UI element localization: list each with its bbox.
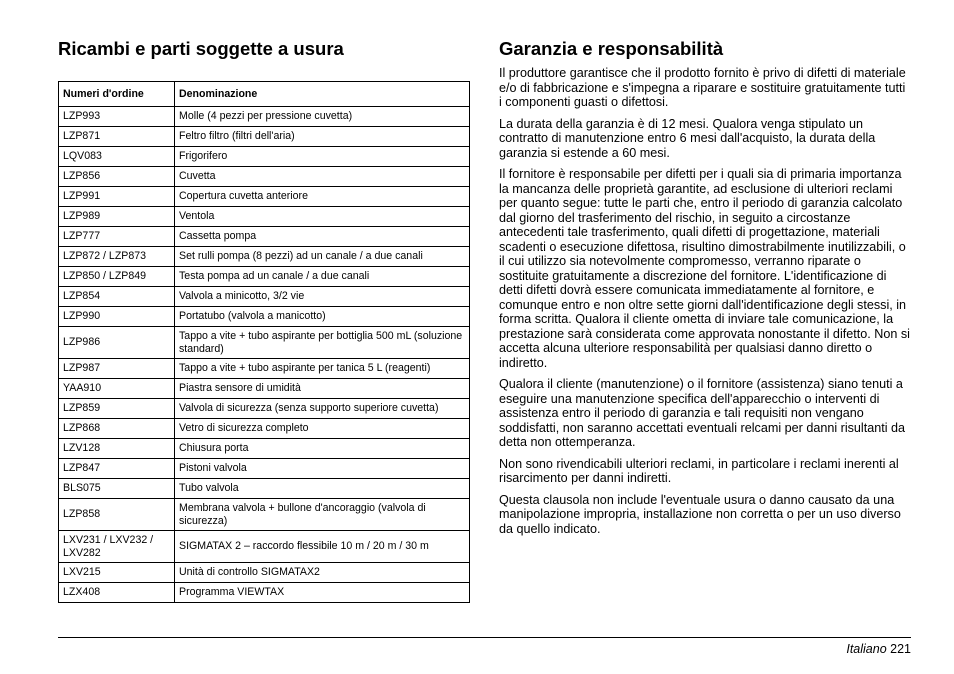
table-row <box>59 479 470 499</box>
header-description: Denominazione <box>175 82 470 107</box>
table-row <box>59 583 470 603</box>
order-number-cell: LZP850 / LZP849 <box>59 267 175 287</box>
description-cell: Membrana valvola + bullone d'ancoraggio (valvola di sicurezza) <box>175 499 470 531</box>
description-cell: Feltro filtro (filtri dell'aria) <box>175 127 470 147</box>
table-row <box>59 167 470 187</box>
description-cell: SIGMATAX 2 – raccordo flessibile 10 m / 20 m / 30 m <box>175 531 470 563</box>
description-cell: Pistoni valvola <box>175 459 470 479</box>
order-number-cell: LZP990 <box>59 307 175 327</box>
description-cell: Portatubo (valvola a manicotto) <box>175 307 470 327</box>
description-cell: Piastra sensore di umidità <box>175 379 470 399</box>
page-footer <box>846 642 911 656</box>
warranty-paragraph: Il fornitore è responsabile per difetti per i quali sia di primaria importanza la mancanza delle proprietà garantite, ad esclusione di ulteriori reclami per quanto segue: tutte le parti che, entro il periodo di garanzia calcolato dal giorno del trasferimento del rischio, in seguito a circostanze antecedenti tale trasferimento, quali difetti di progettazione, materiali scadenti o esecuzione difettosa, risultino dimostrabilmente inutilizzabili, o il cui utilizzo sia notevolmente compromesso, verranno riparate o sostituite gratuitamente a discrezione del fornitore. L'identificazione di detti difetti dovrà essere comunicata immediatamente al fornitore, e comunque entro e non oltre sette giorni dall'identificazione degli stessi, in forma scritta. Qualora il cliente ometta di inviare tale comunicazione, la prestazione sarà considerata come approvata nonostante il difetto. Non si accetta alcuna ulteriore responsabilità per qualsiasi danno diretto o indiretto. <box>499 167 910 370</box>
table-row <box>59 227 470 247</box>
description-cell: Chiusura porta <box>175 439 470 459</box>
parts-table <box>58 81 470 603</box>
table-row <box>59 563 470 583</box>
table-row <box>59 459 470 479</box>
table-row <box>59 127 470 147</box>
order-number-cell: LZX408 <box>59 583 175 603</box>
header-order-number: Numeri d'ordine <box>59 82 175 107</box>
parts-section-title: Ricambi e parti soggette a usura <box>58 38 344 59</box>
table-row <box>59 327 470 359</box>
order-number-cell: LZP991 <box>59 187 175 207</box>
table-row <box>59 287 470 307</box>
order-number-cell: LZP872 / LZP873 <box>59 247 175 267</box>
order-number-cell: YAA910 <box>59 379 175 399</box>
table-row <box>59 531 470 563</box>
description-cell: Cassetta pompa <box>175 227 470 247</box>
order-number-cell: LQV083 <box>59 147 175 167</box>
warranty-text <box>499 66 911 536</box>
description-cell: Vetro di sicurezza completo <box>175 419 470 439</box>
description-cell: Tappo a vite + tubo aspirante per bottiglia 500 mL (soluzione standard) <box>175 327 470 359</box>
order-number-cell: LZP847 <box>59 459 175 479</box>
description-cell: Molle (4 pezzi per pressione cuvetta) <box>175 107 470 127</box>
left-column <box>58 38 470 603</box>
order-number-cell: LZP777 <box>59 227 175 247</box>
table-row <box>59 187 470 207</box>
description-cell: Cuvetta <box>175 167 470 187</box>
footer-language: Italiano <box>846 642 887 656</box>
description-cell: Ventola <box>175 207 470 227</box>
description-cell: Valvola a minicotto, 3/2 vie <box>175 287 470 307</box>
warranty-paragraph: Il produttore garantisce che il prodotto fornito è privo di difetti di materiale e/o di fabbricazione e s'impegna a riparare e sostituire gratuitamente tutti i componenti guasti o difettosi. <box>499 66 906 109</box>
table-row <box>59 107 470 127</box>
right-column <box>499 38 911 543</box>
description-cell: Copertura cuvetta anteriore <box>175 187 470 207</box>
description-cell: Valvola di sicurezza (senza supporto superiore cuvetta) <box>175 399 470 419</box>
warranty-paragraph: Questa clausola non include l'eventuale usura o danno causato da una manipolazione impropria, installazione non corretta o per un uso diverso da quello indicato. <box>499 492 901 536</box>
warranty-paragraph: Non sono rivendicabili ulteriori reclami, in particolare i reclami inerenti al risarcimento per danni indiretti. <box>499 456 899 485</box>
order-number-cell: LXV215 <box>59 563 175 583</box>
table-row <box>59 419 470 439</box>
table-row <box>59 207 470 227</box>
order-number-cell: BLS075 <box>59 479 175 499</box>
table-row <box>59 439 470 459</box>
order-number-cell: LZP987 <box>59 359 175 379</box>
order-number-cell: LZP986 <box>59 327 175 359</box>
table-row <box>59 267 470 287</box>
warranty-paragraph: Qualora il cliente (manutenzione) o il fornitore (assistenza) siano tenuti a eseguire una manutenzione specifica dell'apparecchio o interventi di assistenza entro il periodo di garanzia e tali requisiti non vengano soddisfatti, non saranno accettati eventuali relcami per danni risultanti da detta non ottemperanza. <box>499 377 906 449</box>
description-cell: Programma VIEWTAX <box>175 583 470 603</box>
description-cell: Frigorifero <box>175 147 470 167</box>
table-row <box>59 147 470 167</box>
order-number-cell: LZP868 <box>59 419 175 439</box>
order-number-cell: LZV128 <box>59 439 175 459</box>
footer-divider <box>58 637 911 638</box>
description-cell: Tubo valvola <box>175 479 470 499</box>
table-row <box>59 247 470 267</box>
warranty-section-title: Garanzia e responsabilità <box>499 38 724 59</box>
table-header-row <box>59 82 470 107</box>
order-number-cell: LZP993 <box>59 107 175 127</box>
order-number-cell: LZP858 <box>59 499 175 531</box>
order-number-cell: LZP856 <box>59 167 175 187</box>
order-number-cell: LXV231 / LXV232 / LXV282 <box>59 531 175 563</box>
order-number-cell: LZP989 <box>59 207 175 227</box>
warranty-paragraph: La durata della garanzia è di 12 mesi. Qualora venga stipulato un contratto di manutenzione entro 6 mesi dall'acquisto, la durata della garanzia si estende a 60 mesi. <box>499 116 876 160</box>
parts-table-body <box>59 107 470 603</box>
page-number: 221 <box>890 642 911 656</box>
order-number-cell: LZP854 <box>59 287 175 307</box>
order-number-cell: LZP871 <box>59 127 175 147</box>
table-row <box>59 307 470 327</box>
table-row <box>59 399 470 419</box>
description-cell: Unità di controllo SIGMATAX2 <box>175 563 470 583</box>
description-cell: Testa pompa ad un canale / a due canali <box>175 267 470 287</box>
table-row <box>59 379 470 399</box>
description-cell: Tappo a vite + tubo aspirante per tanica 5 L (reagenti) <box>175 359 470 379</box>
table-row <box>59 499 470 531</box>
order-number-cell: LZP859 <box>59 399 175 419</box>
table-row <box>59 359 470 379</box>
description-cell: Set rulli pompa (8 pezzi) ad un canale / a due canali <box>175 247 470 267</box>
